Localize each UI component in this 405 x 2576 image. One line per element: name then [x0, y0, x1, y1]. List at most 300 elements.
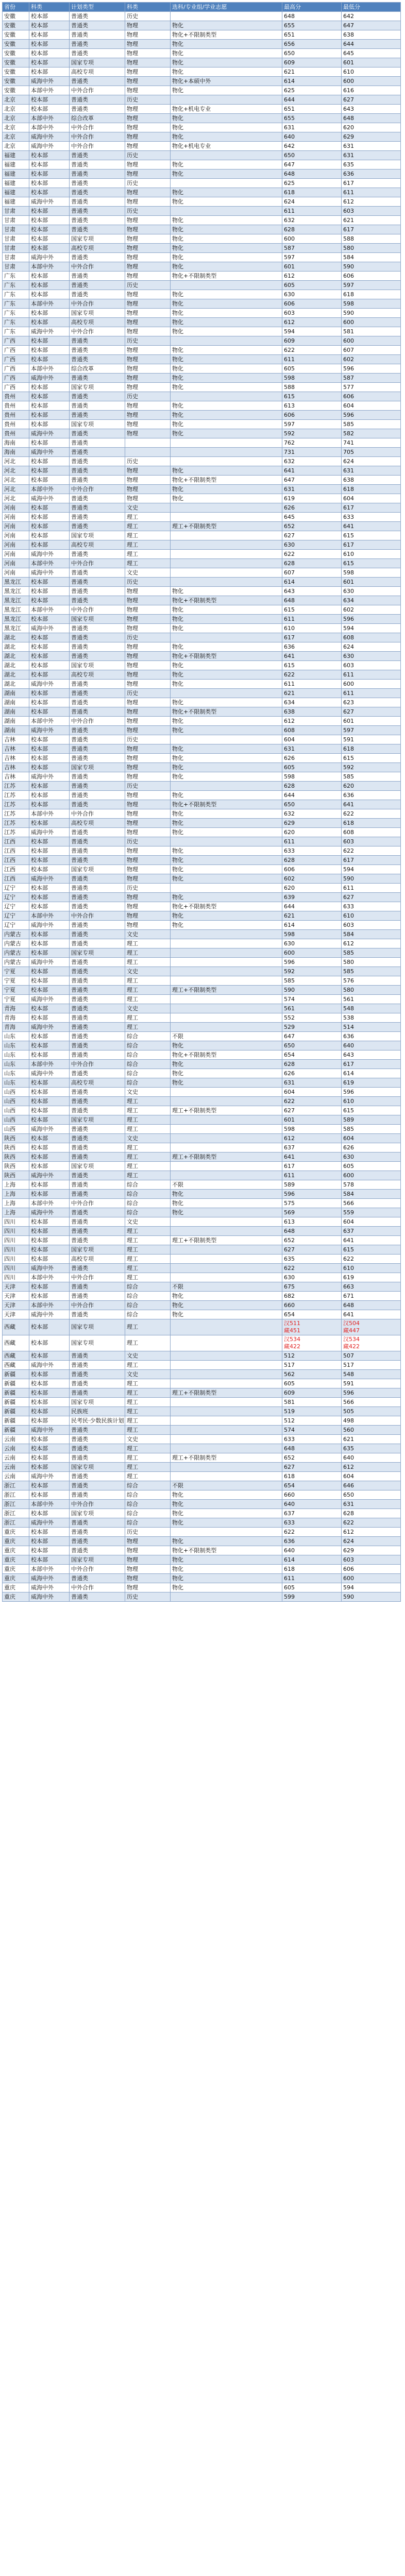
cell-plan-type: 普通类 [70, 1032, 125, 1041]
cell-province: 天津 [3, 1310, 29, 1319]
cell-campus: 校本部 [29, 503, 70, 513]
table-row [3, 197, 401, 207]
cell-max-score: 648 [282, 1444, 342, 1453]
cell-subject: 文史 [125, 930, 171, 939]
cell-province: 河南 [3, 550, 29, 559]
cell-plan-type: 普通类 [70, 856, 125, 865]
cell-province: 山西 [3, 1106, 29, 1115]
table-row [3, 1351, 401, 1361]
cell-plan-type: 国家专项 [70, 309, 125, 318]
header-major-group: 选科/专业组/学业志愿 [171, 3, 282, 12]
table-row [3, 253, 401, 262]
cell-min-score: 580 [342, 958, 401, 967]
table-row [3, 1361, 401, 1370]
cell-major-group: 物化 [171, 1060, 282, 1069]
cell-campus: 校本部 [29, 457, 70, 466]
table-row [3, 763, 401, 772]
cell-min-score: 627 [342, 707, 401, 717]
cell-min-score: 635 [342, 1444, 401, 1453]
cell-plan-type: 普通类 [70, 1426, 125, 1435]
table-row [3, 244, 401, 253]
cell-min-score: 624 [342, 1537, 401, 1546]
cell-province: 内蒙古 [3, 948, 29, 958]
cell-plan-type: 普通类 [70, 1310, 125, 1319]
table-row [3, 522, 401, 531]
table-row [3, 902, 401, 911]
cell-plan-type: 中外合作 [70, 142, 125, 151]
cell-subject: 文史 [125, 1004, 171, 1013]
cell-campus: 威海中外 [29, 1023, 70, 1032]
cell-campus: 威海中外 [29, 568, 70, 578]
cell-province: 新疆 [3, 1407, 29, 1416]
cell-plan-type: 中外合作 [70, 327, 125, 336]
cell-subject: 物理 [125, 661, 171, 670]
cell-max-score: 640 [282, 1500, 342, 1509]
cell-province: 广西 [3, 355, 29, 364]
cell-max-score: 622 [282, 1528, 342, 1537]
cell-min-score: 596 [342, 1088, 401, 1097]
cell-province: 贵州 [3, 429, 29, 438]
table-row [3, 1171, 401, 1180]
cell-min-score: 611 [342, 689, 401, 698]
header-campus: 科类 [29, 3, 70, 12]
cell-campus: 校本部 [29, 160, 70, 170]
table-row [3, 438, 401, 448]
cell-min-score: 612 [342, 197, 401, 207]
table-row [3, 346, 401, 355]
cell-subject: 物理 [125, 253, 171, 262]
cell-max-score: 609 [282, 1388, 342, 1398]
cell-plan-type: 国家专项 [70, 234, 125, 244]
cell-min-score: 606 [342, 272, 401, 281]
cell-major-group: 物化 [171, 420, 282, 429]
cell-province: 广东 [3, 327, 29, 336]
table-row [3, 1472, 401, 1481]
cell-major-group: 物化 [171, 791, 282, 800]
cell-min-score: 611 [342, 884, 401, 893]
cell-province: 河北 [3, 457, 29, 466]
cell-min-score: 587 [342, 374, 401, 383]
cell-plan-type: 高校专项 [70, 244, 125, 253]
cell-plan-type: 普通类 [70, 1546, 125, 1555]
cell-major-group [171, 513, 282, 522]
cell-province: 北京 [3, 114, 29, 123]
table-row [3, 49, 401, 58]
cell-plan-type: 普通类 [70, 253, 125, 262]
cell-subject: 文史 [125, 1134, 171, 1143]
cell-campus: 校本部 [29, 782, 70, 791]
cell-major-group [171, 1592, 282, 1602]
cell-major-group: 物化 [171, 893, 282, 902]
cell-major-group: 物化 [171, 1583, 282, 1592]
cell-province: 广东 [3, 272, 29, 281]
table-row [3, 1335, 401, 1351]
table-row [3, 1416, 401, 1426]
cell-min-score: 560 [342, 1426, 401, 1435]
cell-plan-type: 中外合作 [70, 1500, 125, 1509]
cell-max-score: 627 [282, 1463, 342, 1472]
cell-min-score: 618 [342, 819, 401, 828]
cell-subject: 文史 [125, 1435, 171, 1444]
cell-major-group: 物化 [171, 605, 282, 615]
cell-major-group: 不限 [171, 1481, 282, 1490]
cell-subject: 物理 [125, 244, 171, 253]
cell-major-group: 物化 [171, 170, 282, 179]
cell-campus: 本部中外 [29, 485, 70, 494]
cell-plan-type: 中外合作 [70, 485, 125, 494]
cell-province: 广西 [3, 346, 29, 355]
cell-plan-type: 普通类 [70, 95, 125, 105]
cell-max-score: 598 [282, 374, 342, 383]
cell-max-score: 625 [282, 179, 342, 188]
cell-plan-type: 中外合作 [70, 86, 125, 95]
cell-campus: 校本部 [29, 1453, 70, 1463]
cell-campus: 威海中外 [29, 197, 70, 207]
cell-min-score: 671 [342, 1292, 401, 1301]
cell-max-score: 615 [282, 605, 342, 615]
cell-max-score: 622 [282, 670, 342, 680]
table-row [3, 114, 401, 123]
cell-plan-type: 普通类 [70, 1236, 125, 1245]
cell-plan-type: 普通类 [70, 411, 125, 420]
cell-max-score: 643 [282, 587, 342, 596]
cell-province: 福建 [3, 179, 29, 188]
cell-province: 河南 [3, 513, 29, 522]
table-row [3, 967, 401, 976]
cell-min-score: 578 [342, 1180, 401, 1190]
cell-max-score: 618 [282, 1565, 342, 1574]
cell-min-score: 588 [342, 234, 401, 244]
cell-max-score: 628 [282, 782, 342, 791]
cell-major-group [171, 1162, 282, 1171]
table-row [3, 772, 401, 782]
cell-campus: 校本部 [29, 642, 70, 652]
cell-province: 黑龙江 [3, 596, 29, 605]
cell-province: 新疆 [3, 1416, 29, 1426]
cell-province: 福建 [3, 160, 29, 170]
table-row [3, 800, 401, 809]
cell-major-group: 物化 [171, 1555, 282, 1565]
table-row [3, 948, 401, 958]
cell-campus: 威海中外 [29, 1310, 70, 1319]
cell-campus: 本部中外 [29, 262, 70, 272]
cell-campus: 校本部 [29, 744, 70, 754]
cell-subject: 历史 [125, 1592, 171, 1602]
cell-min-score: 汉534 藏422 [342, 1335, 401, 1351]
cell-min-score: 641 [342, 800, 401, 809]
table-row [3, 1153, 401, 1162]
cell-subject: 综合 [125, 1301, 171, 1310]
admission-score-sheet [2, 2, 400, 1602]
cell-province: 安徽 [3, 40, 29, 49]
table-row [3, 58, 401, 67]
cell-campus: 校本部 [29, 1153, 70, 1162]
cell-campus: 校本部 [29, 1282, 70, 1292]
cell-plan-type: 普通类 [70, 800, 125, 809]
cell-subject: 物理 [125, 21, 171, 30]
cell-min-score: 610 [342, 67, 401, 77]
cell-min-score: 603 [342, 837, 401, 846]
cell-subject: 物理 [125, 364, 171, 374]
table-row [3, 1245, 401, 1255]
cell-plan-type: 普通类 [70, 49, 125, 58]
cell-plan-type: 普通类 [70, 893, 125, 902]
cell-campus: 校本部 [29, 800, 70, 809]
table-row [3, 1509, 401, 1518]
table-row [3, 661, 401, 670]
cell-province: 宁夏 [3, 976, 29, 986]
cell-province: 江苏 [3, 791, 29, 800]
cell-major-group [171, 1351, 282, 1361]
cell-max-score: 619 [282, 494, 342, 503]
cell-min-score: 622 [342, 846, 401, 856]
cell-major-group: 物化 [171, 216, 282, 225]
table-row [3, 1125, 401, 1134]
cell-subject: 物理 [125, 1565, 171, 1574]
cell-max-score: 631 [282, 1078, 342, 1088]
cell-max-score: 610 [282, 624, 342, 633]
cell-max-score: 651 [282, 105, 342, 114]
cell-province: 浙江 [3, 1500, 29, 1509]
cell-major-group: 物化 [171, 318, 282, 327]
cell-min-score: 589 [342, 1115, 401, 1125]
cell-min-score: 590 [342, 309, 401, 318]
cell-campus: 威海中外 [29, 1426, 70, 1435]
cell-min-score: 636 [342, 170, 401, 179]
cell-max-score: 645 [282, 513, 342, 522]
cell-major-group: 物化 [171, 383, 282, 392]
cell-subject: 物理 [125, 114, 171, 123]
cell-subject: 历史 [125, 1528, 171, 1537]
header-min-score: 最低分 [342, 3, 401, 12]
cell-major-group: 物化 [171, 1537, 282, 1546]
cell-max-score: 617 [282, 633, 342, 642]
cell-min-score: 603 [342, 921, 401, 930]
cell-campus: 威海中外 [29, 1069, 70, 1078]
cell-campus: 本部中外 [29, 1565, 70, 1574]
cell-max-score: 519 [282, 1407, 342, 1416]
cell-max-score: 628 [282, 1060, 342, 1069]
cell-province: 贵州 [3, 401, 29, 411]
cell-major-group [171, 1361, 282, 1370]
cell-major-group: 物化 [171, 856, 282, 865]
cell-plan-type: 高校专项 [70, 540, 125, 550]
cell-subject: 文史 [125, 1370, 171, 1379]
cell-plan-type: 中外合作 [70, 605, 125, 615]
cell-major-group: 理工+不限制类型 [171, 522, 282, 531]
cell-max-score: 631 [282, 485, 342, 494]
cell-province: 陕西 [3, 1143, 29, 1153]
cell-max-score: 651 [282, 30, 342, 40]
cell-major-group: 物化 [171, 587, 282, 596]
cell-plan-type: 普通类 [70, 744, 125, 754]
cell-province: 辽宁 [3, 921, 29, 930]
cell-province: 云南 [3, 1472, 29, 1481]
cell-min-score: 594 [342, 865, 401, 874]
cell-subject: 物理 [125, 234, 171, 244]
cell-min-score: 616 [342, 86, 401, 95]
cell-major-group: 理工+不限制类型 [171, 1388, 282, 1398]
cell-min-score: 626 [342, 1143, 401, 1153]
table-row [3, 1481, 401, 1490]
cell-plan-type: 普通类 [70, 791, 125, 800]
cell-major-group: 物化+不限制类型 [171, 1546, 282, 1555]
cell-campus: 校本部 [29, 819, 70, 828]
table-row [3, 429, 401, 438]
cell-major-group [171, 1227, 282, 1236]
cell-campus: 校本部 [29, 476, 70, 485]
cell-campus: 校本部 [29, 411, 70, 420]
cell-province: 山东 [3, 1060, 29, 1069]
table-row [3, 151, 401, 160]
cell-max-score: 615 [282, 392, 342, 401]
cell-subject: 物理 [125, 49, 171, 58]
cell-major-group: 不限 [171, 1180, 282, 1190]
cell-province: 四川 [3, 1245, 29, 1255]
cell-plan-type: 普通类 [70, 188, 125, 197]
cell-major-group [171, 837, 282, 846]
cell-campus: 校本部 [29, 652, 70, 661]
cell-major-group [171, 1245, 282, 1255]
cell-campus: 本部中外 [29, 299, 70, 309]
cell-province: 河北 [3, 494, 29, 503]
cell-min-score: 594 [342, 1583, 401, 1592]
cell-subject: 理工 [125, 1388, 171, 1398]
cell-subject: 物理 [125, 642, 171, 652]
cell-plan-type: 民族班 [70, 1407, 125, 1416]
cell-campus: 校本部 [29, 587, 70, 596]
table-row [3, 615, 401, 624]
cell-max-score: 622 [282, 346, 342, 355]
cell-major-group: 物化 [171, 299, 282, 309]
cell-max-score: 627 [282, 1106, 342, 1115]
cell-province: 北京 [3, 142, 29, 151]
cell-campus: 校本部 [29, 1217, 70, 1227]
table-row [3, 272, 401, 281]
cell-min-score: 605 [342, 1162, 401, 1171]
table-row [3, 374, 401, 383]
cell-subject: 物理 [125, 670, 171, 680]
cell-plan-type: 普通类 [70, 1069, 125, 1078]
cell-major-group: 物化+本硕中外 [171, 77, 282, 86]
cell-subject: 物理 [125, 123, 171, 132]
table-row [3, 828, 401, 837]
cell-campus: 校本部 [29, 21, 70, 30]
cell-subject: 理工 [125, 1106, 171, 1115]
cell-subject: 历史 [125, 633, 171, 642]
cell-campus: 威海中外 [29, 142, 70, 151]
cell-province: 安徽 [3, 21, 29, 30]
cell-max-score: 581 [282, 1398, 342, 1407]
cell-major-group: 理工+不限制类型 [171, 1453, 282, 1463]
cell-major-group: 理工+不限制类型 [171, 1106, 282, 1115]
cell-min-score: 648 [342, 1301, 401, 1310]
cell-plan-type: 普通类 [70, 1227, 125, 1236]
cell-subject: 物理 [125, 132, 171, 142]
cell-campus: 校本部 [29, 1416, 70, 1426]
table-row [3, 837, 401, 846]
cell-min-score: 604 [342, 1134, 401, 1143]
cell-campus: 校本部 [29, 401, 70, 411]
cell-subject: 物理 [125, 828, 171, 837]
cell-campus: 威海中外 [29, 1361, 70, 1370]
cell-min-score: 627 [342, 95, 401, 105]
cell-min-score: 622 [342, 809, 401, 819]
cell-province: 贵州 [3, 420, 29, 429]
cell-max-score: 624 [282, 197, 342, 207]
cell-plan-type: 普通类 [70, 429, 125, 438]
cell-subject: 理工 [125, 1264, 171, 1273]
cell-max-score: 644 [282, 791, 342, 800]
cell-subject: 综合 [125, 1078, 171, 1088]
cell-max-score: 630 [282, 290, 342, 299]
table-row [3, 123, 401, 132]
cell-min-score: 663 [342, 1282, 401, 1292]
cell-province: 黑龙江 [3, 624, 29, 633]
cell-max-score: 654 [282, 1481, 342, 1490]
cell-major-group [171, 578, 282, 587]
cell-major-group: 物化+不限制类型 [171, 1050, 282, 1060]
cell-major-group: 物化+不限制类型 [171, 476, 282, 485]
table-row [3, 624, 401, 633]
cell-campus: 校本部 [29, 856, 70, 865]
cell-min-score: 592 [342, 763, 401, 772]
cell-campus: 校本部 [29, 661, 70, 670]
cell-campus: 校本部 [29, 346, 70, 355]
cell-plan-type: 普通类 [70, 281, 125, 290]
cell-campus: 校本部 [29, 531, 70, 540]
table-row [3, 1143, 401, 1153]
cell-min-score: 630 [342, 587, 401, 596]
cell-major-group: 物化 [171, 1565, 282, 1574]
cell-plan-type: 国家专项 [70, 1245, 125, 1255]
table-row [3, 309, 401, 318]
cell-province: 山东 [3, 1032, 29, 1041]
cell-campus: 威海中外 [29, 327, 70, 336]
cell-plan-type: 普通类 [70, 550, 125, 559]
cell-province: 安徽 [3, 77, 29, 86]
cell-plan-type: 普通类 [70, 225, 125, 234]
cell-subject: 理工 [125, 948, 171, 958]
table-row [3, 1134, 401, 1143]
cell-subject: 物理 [125, 698, 171, 707]
cell-province: 江西 [3, 846, 29, 856]
cell-subject: 理工 [125, 1013, 171, 1023]
cell-subject: 物理 [125, 299, 171, 309]
table-row [3, 1592, 401, 1602]
cell-subject: 物理 [125, 1574, 171, 1583]
cell-min-score: 610 [342, 550, 401, 559]
cell-campus: 校本部 [29, 179, 70, 188]
table-row [3, 1050, 401, 1060]
cell-major-group: 物化+不限制类型 [171, 652, 282, 661]
cell-campus: 校本部 [29, 466, 70, 476]
cell-subject: 物理 [125, 86, 171, 95]
cell-subject: 物理 [125, 58, 171, 67]
cell-major-group: 物化 [171, 123, 282, 132]
cell-plan-type: 普通类 [70, 494, 125, 503]
table-row [3, 1407, 401, 1416]
cell-province: 重庆 [3, 1583, 29, 1592]
cell-province: 黑龙江 [3, 587, 29, 596]
table-row [3, 633, 401, 642]
cell-subject: 物理 [125, 605, 171, 615]
cell-max-score: 614 [282, 578, 342, 587]
cell-campus: 校本部 [29, 754, 70, 763]
cell-campus: 校本部 [29, 707, 70, 717]
cell-max-score: 647 [282, 160, 342, 170]
cell-plan-type: 普通类 [70, 782, 125, 791]
